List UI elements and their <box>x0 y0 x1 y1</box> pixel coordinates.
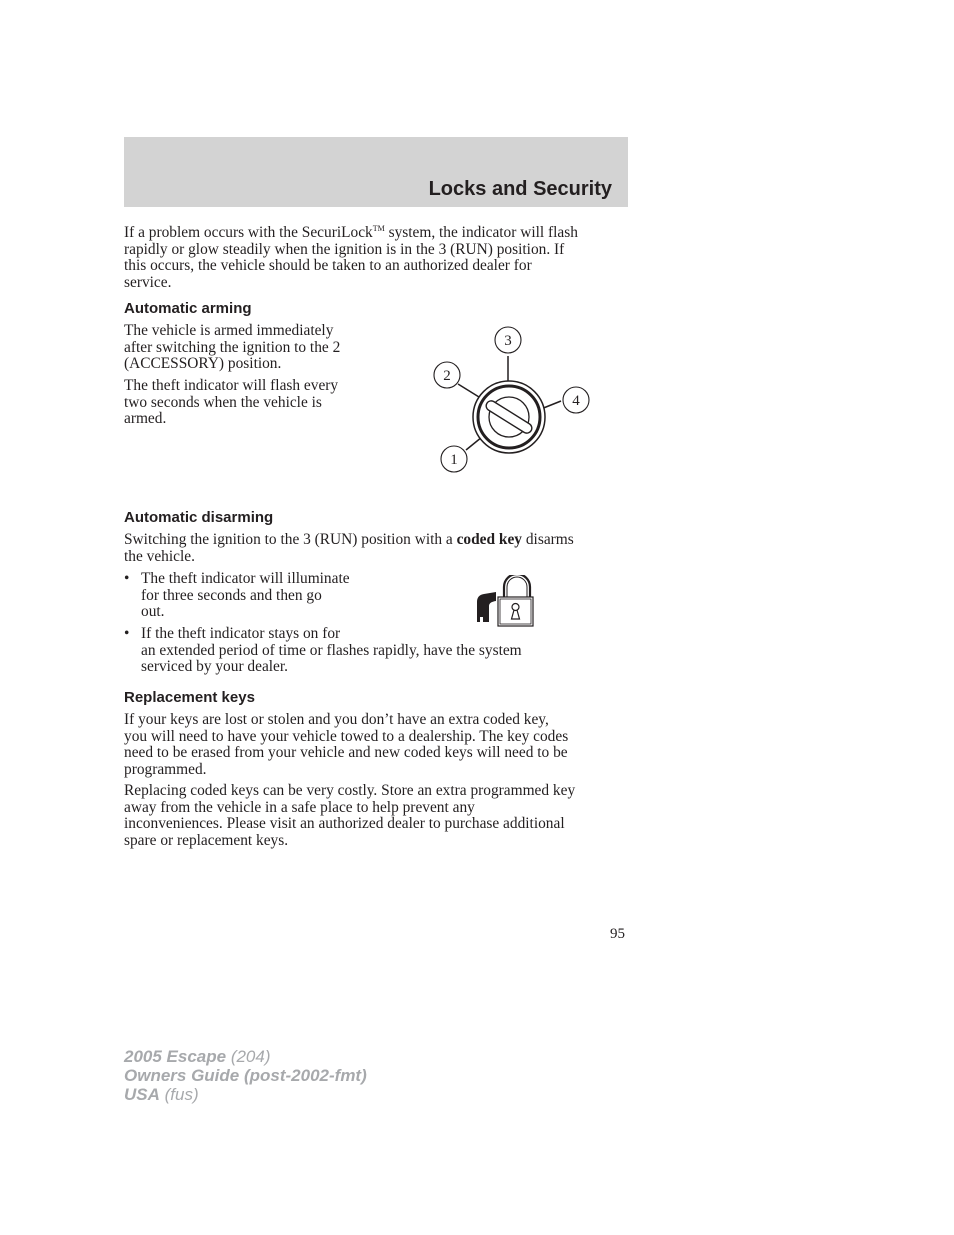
replacement-line: programmed. <box>124 760 207 778</box>
section-title: Locks and Security <box>428 178 612 200</box>
intro-line: this occurs, the vehicle should be taken to an authorized dealer for <box>124 257 532 275</box>
footer-model: 2005 Escape <box>124 1047 227 1066</box>
section-header-band <box>124 137 628 207</box>
coded-key-term: coded key <box>456 531 523 548</box>
footer-code: (fus) <box>159 1085 199 1104</box>
list-item <box>124 626 604 678</box>
replacement-line: spare or replacement keys. <box>124 831 289 849</box>
arming-line: The vehicle is armed immediately <box>124 322 334 339</box>
intro-line: service. <box>124 273 172 291</box>
bullet-line: out. <box>141 603 165 621</box>
arming-line: after switching the ignition to the 2 <box>124 338 341 356</box>
replacement-line: need to be erased from your vehicle and new coded keys will need to be <box>124 744 568 762</box>
intro-line: rapidly or glow steadily when the ignition is in the 3 (RUN) position. If <box>124 240 565 258</box>
document-footer <box>124 1047 367 1104</box>
intro-text: If a problem occurs with the SecuriLock <box>124 224 373 241</box>
arming-line: (ACCESSORY) position. <box>124 355 282 373</box>
bullet-line: for three seconds and then go <box>141 586 322 604</box>
trademark-mark: TM <box>372 224 385 233</box>
arming-line: The theft indicator will flash every <box>124 377 339 394</box>
replacement-line: away from the vehicle in a safe place to help prevent any <box>124 798 475 816</box>
footer-market: USA <box>124 1085 160 1104</box>
heading-automatic-disarming: Automatic disarming <box>124 509 274 526</box>
heading-automatic-arming: Automatic arming <box>124 300 252 317</box>
replacement-paragraph-2 <box>124 783 575 849</box>
replacement-line: If your keys are lost or stolen and you don’t have an extra coded key, <box>124 711 549 728</box>
disarming-text: disarms <box>522 531 574 548</box>
heading-replacement-keys: Replacement keys <box>124 689 255 706</box>
bullet-dot: • <box>124 625 130 642</box>
bullet-line: an extended period of time or flashes rapidly, have the system <box>141 641 522 659</box>
footer-code: (204) <box>226 1047 271 1066</box>
ignition-label-3: 3 <box>504 333 512 349</box>
ignition-label-4: 4 <box>572 393 580 409</box>
footer-guide: Owners Guide (post-2002-fmt) <box>124 1066 367 1085</box>
disarming-line: the vehicle. <box>124 547 195 565</box>
replacement-line: Replacing coded keys can be very costly. Store an extra programmed key <box>124 782 576 799</box>
page-number: 95 <box>610 926 625 942</box>
ignition-label-1: 1 <box>450 452 458 468</box>
intro-paragraph <box>124 221 578 291</box>
intro-text: system, the indicator will flash <box>384 224 578 241</box>
bullet-line: If the theft indicator stays on for <box>141 625 341 642</box>
replacement-line: you will need to have your vehicle towed to a dealership. The key codes <box>124 727 569 745</box>
bullet-line: serviced by your dealer. <box>141 658 289 676</box>
bullet-line: The theft indicator will illuminate <box>141 570 350 587</box>
arming-paragraph-1 <box>124 323 340 373</box>
arming-line: armed. <box>124 410 167 428</box>
replacement-line: inconveniences. Please visit an authorized dealer to purchase additional <box>124 815 565 833</box>
disarming-paragraph <box>124 532 574 565</box>
ignition-label-2: 2 <box>443 368 451 384</box>
bullet-dot: • <box>124 570 130 587</box>
arming-paragraph-2 <box>124 378 338 428</box>
disarming-text: Switching the ignition to the 3 (RUN) position with a <box>124 531 457 548</box>
theft-lock-icon <box>475 575 537 629</box>
replacement-paragraph-1 <box>124 712 568 778</box>
arming-line: two seconds when the vehicle is <box>124 393 322 411</box>
ignition-switch-icon <box>425 322 595 480</box>
